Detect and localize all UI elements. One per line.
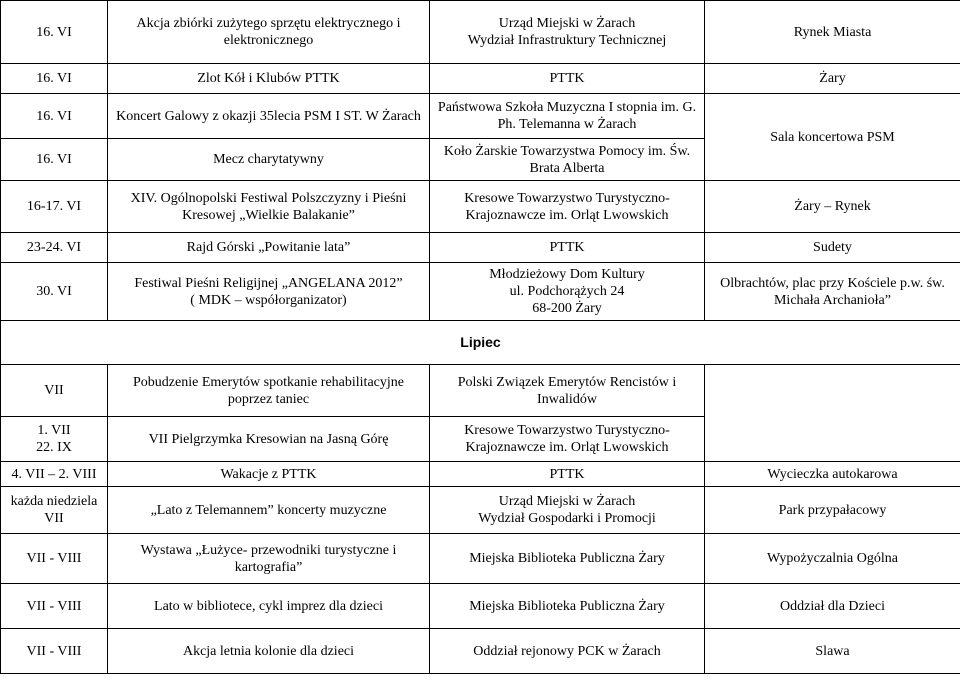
table-row xyxy=(1,263,960,321)
section-title-july: Lipiec xyxy=(1,321,960,365)
place-cell: Wycieczka autokarowa xyxy=(705,462,960,487)
date-cell: 16. VI xyxy=(1,64,108,94)
organizer-cell: Miejska Biblioteka Publiczna Żary xyxy=(430,584,705,629)
place-cell: Rynek Miasta xyxy=(705,1,960,64)
table-row xyxy=(1,534,960,584)
date-cell: 4. VII – 2. VIII xyxy=(1,462,108,487)
table-row xyxy=(1,181,960,233)
date-cell: 16-17. VI xyxy=(1,181,108,233)
date-cell: każda niedziela VII xyxy=(1,487,108,534)
date-cell: VII xyxy=(1,365,108,417)
organizer-cell: Państwowa Szkoła Muzyczna I stopnia im. G. Ph. Telemanna w Żarach xyxy=(430,94,705,139)
place-cell: Slawa xyxy=(705,629,960,674)
organizer-cell: Kresowe Towarzystwo Turystyczno-Krajoznawcze im. Orląt Lwowskich xyxy=(430,181,705,233)
organizer-cell: Młodzieżowy Dom Kultury ul. Podchorążych 24 68-200 Żary xyxy=(430,263,705,321)
place-cell: Park przypałacowy xyxy=(705,487,960,534)
date-cell: 30. VI xyxy=(1,263,108,321)
place-cell xyxy=(705,365,960,462)
section-row xyxy=(1,321,960,365)
organizer-cell: Oddział rejonowy PCK w Żarach xyxy=(430,629,705,674)
date-cell: 23-24. VI xyxy=(1,233,108,263)
event-cell: Mecz charytatywny xyxy=(108,139,430,181)
organizer-cell: Urząd Miejski w Żarach Wydział Infrastruktury Technicznej xyxy=(430,1,705,64)
place-cell: Sala koncertowa PSM xyxy=(705,94,960,181)
organizer-cell: Polski Związek Emerytów Rencistów i Inwalidów xyxy=(430,365,705,417)
table-row xyxy=(1,64,960,94)
organizer-cell: Urząd Miejski w Żarach Wydział Gospodarki i Promocji xyxy=(430,487,705,534)
event-cell: Koncert Galowy z okazji 35lecia PSM I ST. W Żarach xyxy=(108,94,430,139)
date-cell: 16. VI xyxy=(1,139,108,181)
organizer-cell: Kresowe Towarzystwo Turystyczno-Krajoznawcze im. Orląt Lwowskich xyxy=(430,417,705,462)
table-row xyxy=(1,233,960,263)
date-cell: 16. VI xyxy=(1,1,108,64)
organizer-cell: PTTK xyxy=(430,64,705,94)
event-cell: Akcja zbiórki zużytego sprzętu elektrycznego i elektronicznego xyxy=(108,1,430,64)
place-cell: Sudety xyxy=(705,233,960,263)
event-cell: „Lato z Telemannem” koncerty muzyczne xyxy=(108,487,430,534)
table-row xyxy=(1,629,960,674)
event-cell: Wystawa „Łużyce- przewodniki turystyczne i kartografia” xyxy=(108,534,430,584)
place-cell: Żary – Rynek xyxy=(705,181,960,233)
place-cell: Żary xyxy=(705,64,960,94)
event-cell: Akcja letnia kolonie dla dzieci xyxy=(108,629,430,674)
event-cell: Festiwal Pieśni Religijnej „ANGELANA 2012” ( MDK – współorganizator) xyxy=(108,263,430,321)
event-cell: Zlot Kół i Klubów PTTK xyxy=(108,64,430,94)
date-cell: VII - VIII xyxy=(1,534,108,584)
table-row xyxy=(1,94,960,139)
table-row xyxy=(1,487,960,534)
organizer-cell: Miejska Biblioteka Publiczna Żary xyxy=(430,534,705,584)
place-cell: Wypożyczalnia Ogólna xyxy=(705,534,960,584)
place-cell: Olbrachtów, plac przy Kościele p.w. św. Michała Archanioła” xyxy=(705,263,960,321)
date-cell: 16. VI xyxy=(1,94,108,139)
place-cell: Oddział dla Dzieci xyxy=(705,584,960,629)
date-cell: VII - VIII xyxy=(1,584,108,629)
organizer-cell: PTTK xyxy=(430,462,705,487)
event-cell: Pobudzenie Emerytów spotkanie rehabilitacyjne poprzez taniec xyxy=(108,365,430,417)
table-row xyxy=(1,462,960,487)
event-cell: VII Pielgrzymka Kresowian na Jasną Górę xyxy=(108,417,430,462)
event-cell: Rajd Górski „Powitanie lata” xyxy=(108,233,430,263)
date-cell: 1. VII 22. IX xyxy=(1,417,108,462)
table-row xyxy=(1,584,960,629)
event-cell: Wakacje z PTTK xyxy=(108,462,430,487)
organizer-cell: PTTK xyxy=(430,233,705,263)
table-row xyxy=(1,365,960,417)
date-cell: VII - VIII xyxy=(1,629,108,674)
event-cell: XIV. Ogólnopolski Festiwal Polszczyzny i Pieśni Kresowej „Wielkie Balakanie” xyxy=(108,181,430,233)
organizer-cell: Koło Żarskie Towarzystwa Pomocy im. Św. Brata Alberta xyxy=(430,139,705,181)
table-row xyxy=(1,1,960,64)
event-cell: Lato w bibliotece, cykl imprez dla dzieci xyxy=(108,584,430,629)
